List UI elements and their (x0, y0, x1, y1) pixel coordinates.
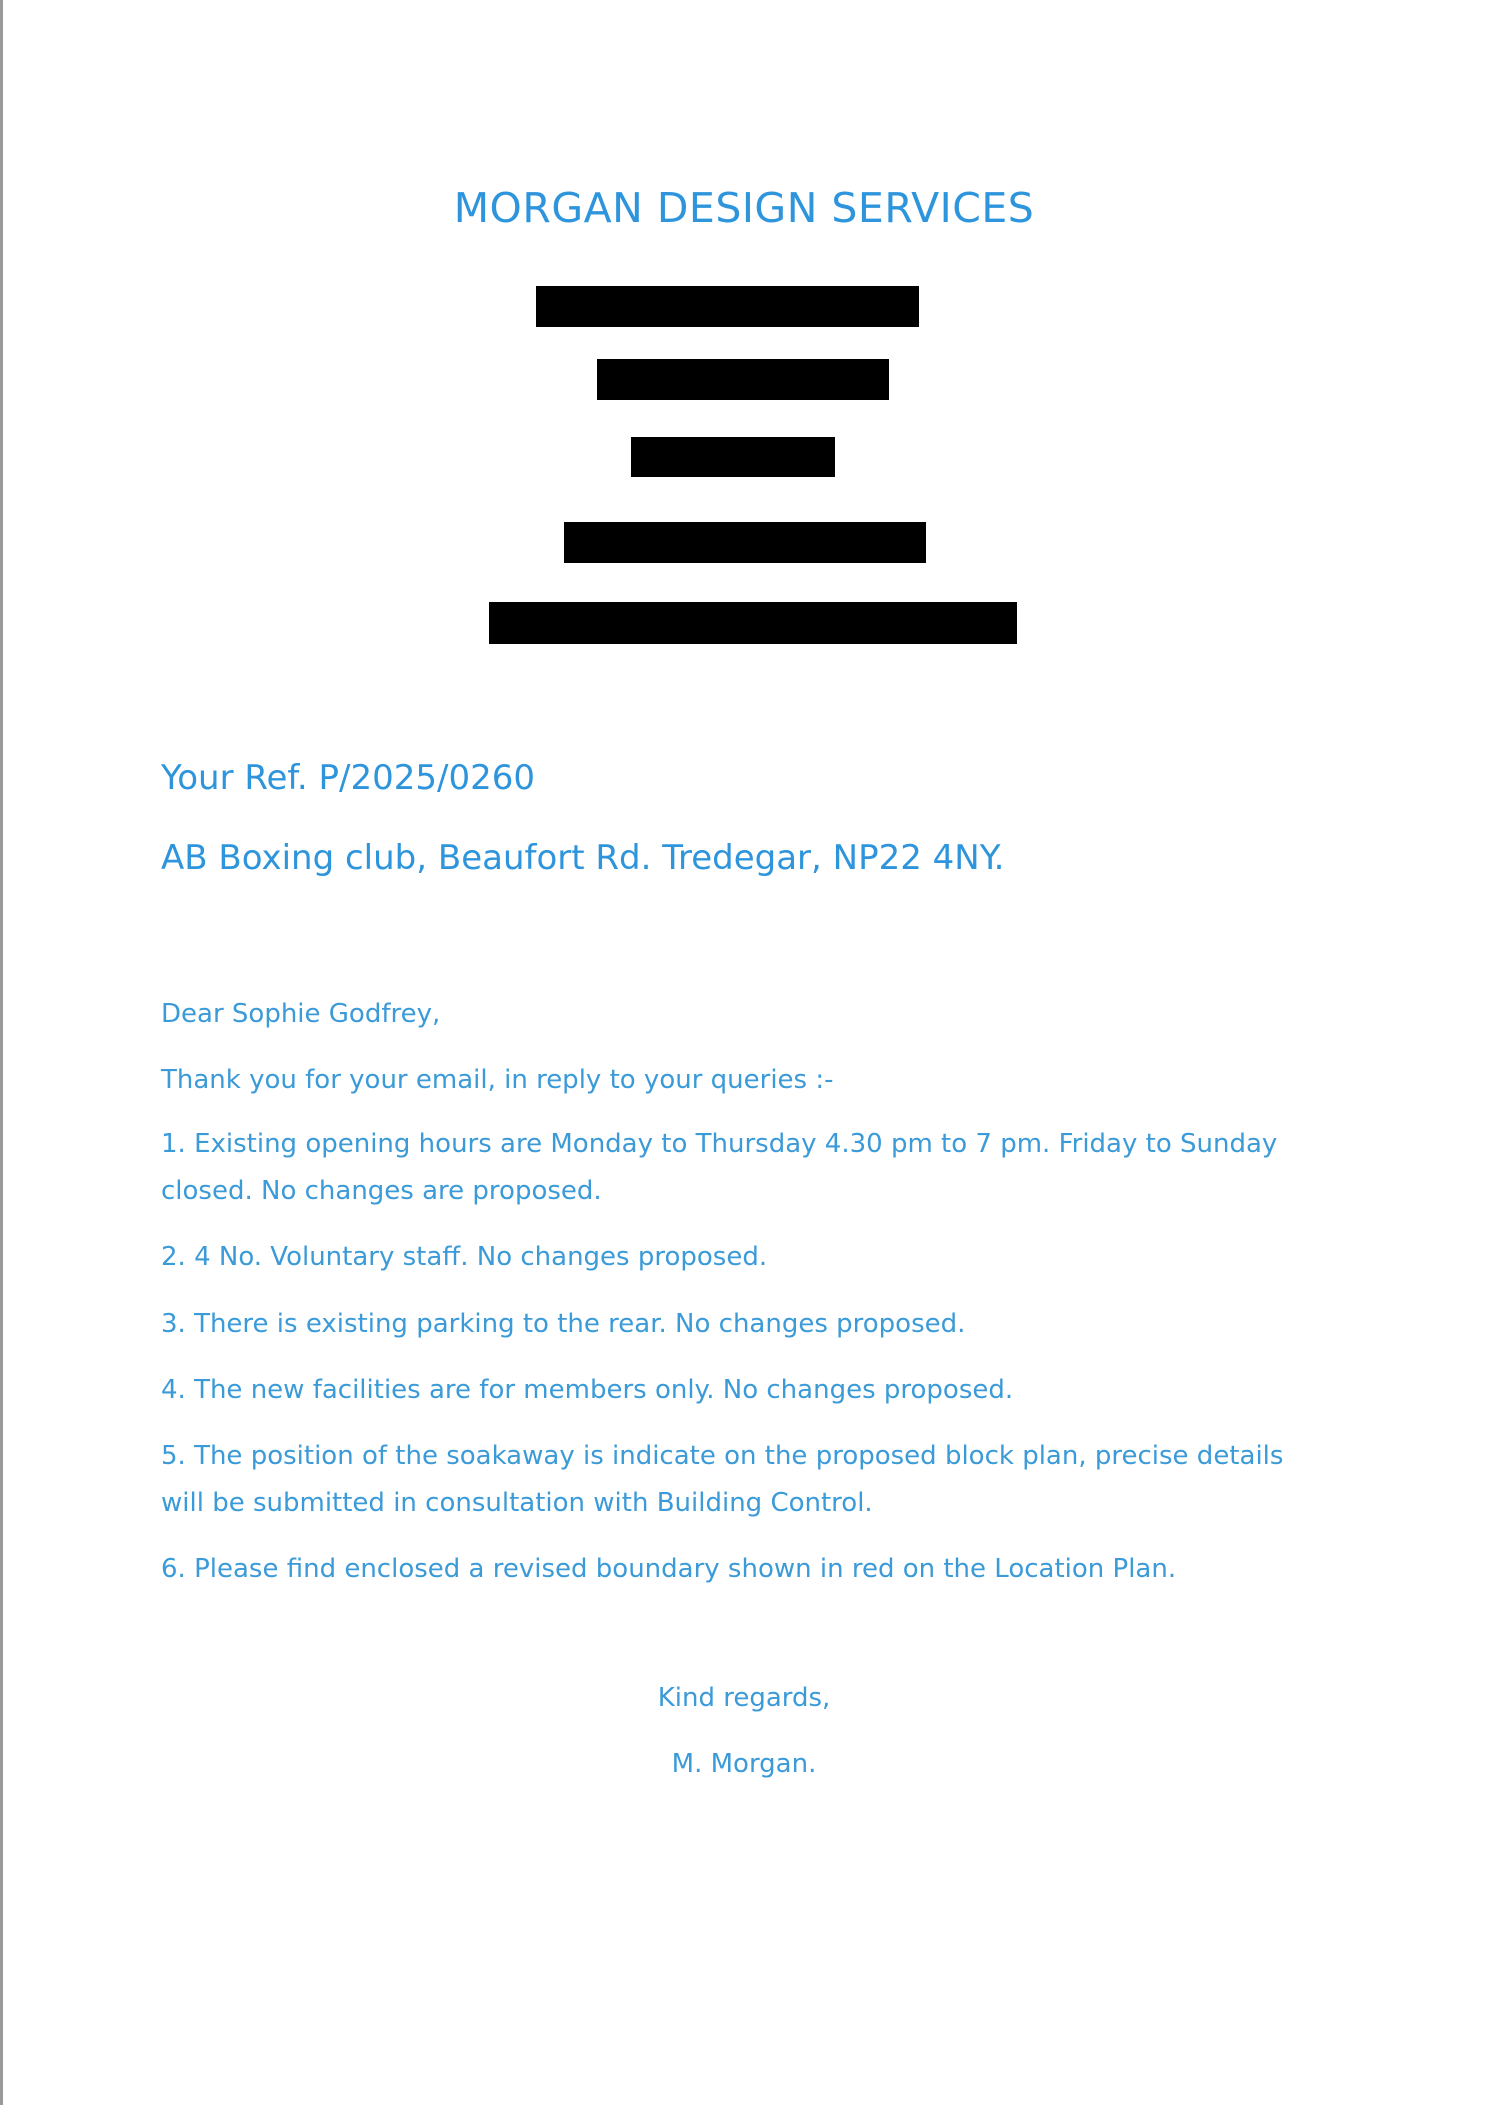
redacted-address-line-2 (597, 359, 889, 400)
company-name: MORGAN DESIGN SERVICES (453, 184, 1035, 232)
point-2: 2. 4 No. Voluntary staff. No changes proposed. (161, 1242, 768, 1272)
site-address: AB Boxing club, Beaufort Rd. Tredegar, NP22 4NY. (161, 838, 1005, 878)
point-1: 1. Existing opening hours are Monday to Thursday 4.30 pm to 7 pm. Friday to Sunday closed. No changes are proposed. (161, 1129, 1278, 1206)
redacted-address-line-5 (489, 602, 1017, 644)
signature: M. Morgan. (671, 1749, 817, 1779)
your-reference: Your Ref. P/2025/0260 (161, 758, 535, 798)
redacted-address-line-3 (631, 437, 835, 477)
redacted-address-line-1 (536, 286, 919, 327)
salutation: Dear Sophie Godfrey, (161, 999, 441, 1029)
closing: Kind regards, (657, 1683, 831, 1713)
point-4: 4. The new facilities are for members only. No changes proposed. (161, 1375, 1014, 1405)
page-left-edge (0, 0, 3, 2105)
point-6: 6. Please find enclosed a revised boundary shown in red on the Location Plan. (161, 1554, 1177, 1584)
point-5: 5. The position of the soakaway is indicate on the proposed block plan, precise details will be submitted in consultation with Building Control. (161, 1441, 1284, 1518)
point-3: 3. There is existing parking to the rear. No changes proposed. (161, 1309, 966, 1339)
intro-line: Thank you for your email, in reply to your queries :- (161, 1065, 834, 1095)
redacted-address-line-4 (564, 522, 926, 563)
